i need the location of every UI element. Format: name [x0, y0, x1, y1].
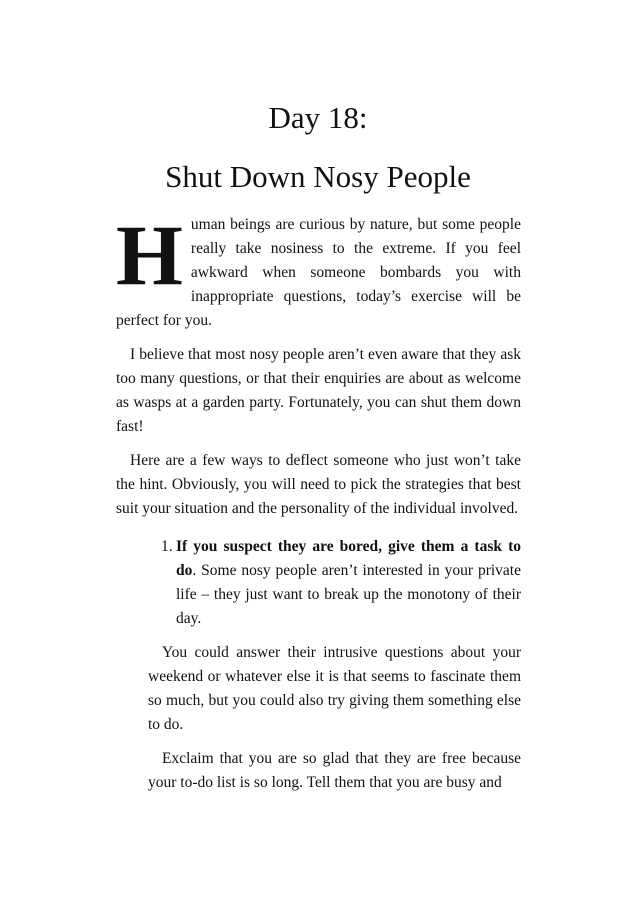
list-item-text: . Some nosy people aren’t interested in your private life – they just want to break up the monotony of their day. — [176, 562, 521, 627]
list-item-heading: If you suspect they are bored, give them a task to do — [176, 538, 521, 579]
drop-cap: H — [116, 207, 183, 303]
sub-paragraph: You could answer their intrusive questions about your weekend or whatever else it is that seems to fascinate them so much, but you could also try giving them something else to do. — [148, 644, 521, 733]
list-item-number: 1. — [161, 538, 173, 555]
list-item — [116, 535, 521, 631]
chapter-body — [116, 207, 521, 795]
intro-paragraph — [116, 207, 521, 333]
intro-text: uman beings are curious by nature, but some people really take nosiness to the extreme. If you feel awkward when someone bombards you with inappropriate questions, today’s exercise will be perfect for you. — [116, 216, 521, 329]
chapter-title: Shut Down Nosy People — [165, 159, 471, 194]
body-paragraph: Here are a few ways to deflect someone who just won’t take the hint. Obviously, you will need to pick the strategies that best suit your situation and the personality of the individual involved. — [116, 452, 521, 517]
chapter-day: Day 18: — [268, 100, 368, 135]
sub-paragraph: Exclaim that you are so glad that they are free because your to-do list is so long. Tell them that you are busy and — [148, 750, 521, 791]
list-item-details — [148, 641, 521, 795]
body-paragraph: I believe that most nosy people aren’t even aware that they ask too many questions, or that their enquiries are about as welcome as wasps at a garden party. Fortunately, you can shut them down fast! — [116, 346, 521, 435]
strategy-list — [116, 535, 521, 631]
